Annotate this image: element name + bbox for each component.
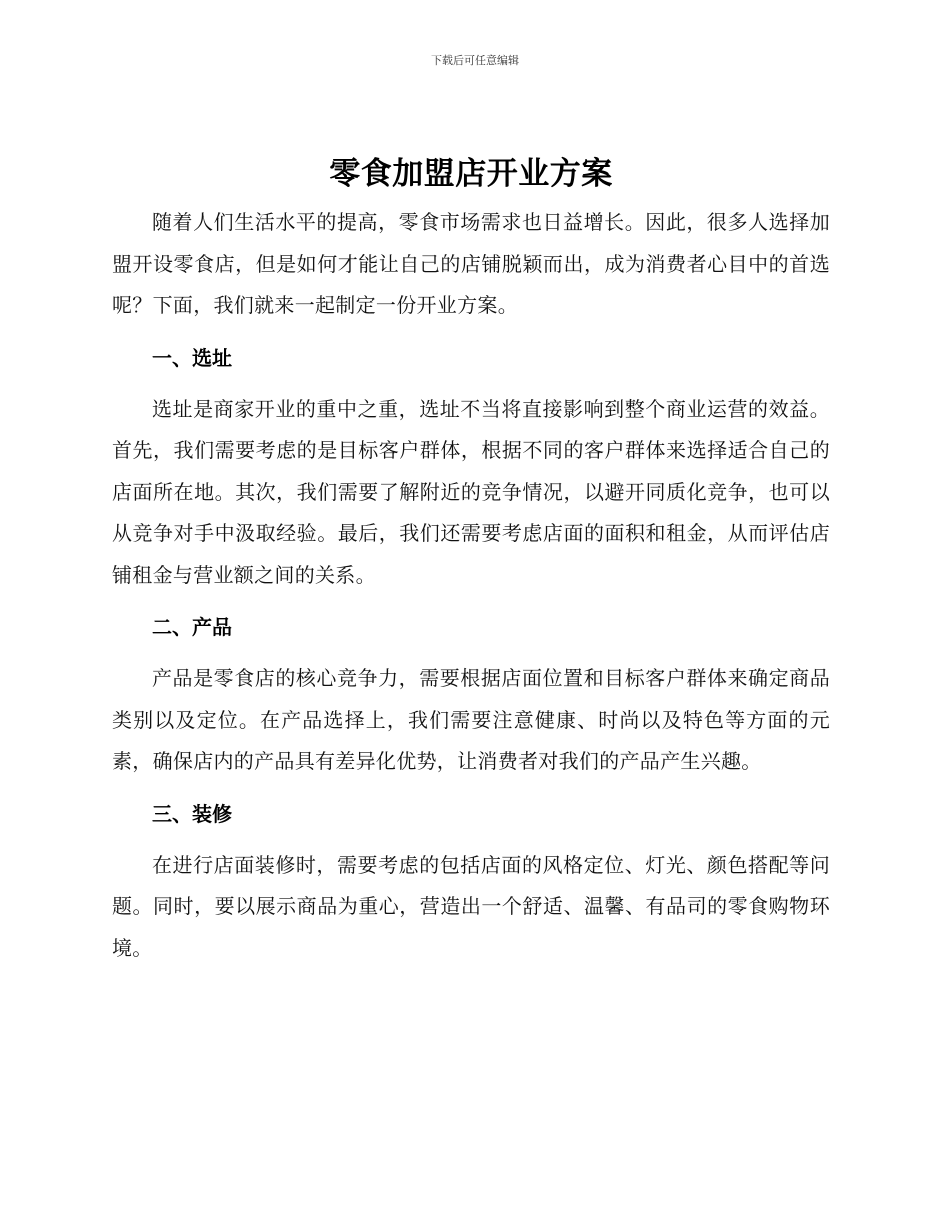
section-heading: 三、装修: [152, 801, 232, 826]
intro-paragraph: 随着人们生活水平的提高，零食市场需求也日益增长。因此，很多人选择加盟开设零食店，但是如何才能让自己的店铺脱颖而出，成为消费者心目中的首选呢？下面，我们就来一起制定一份开业方案。: [112, 210, 830, 317]
section-paragraph: 在进行店面装修时，需要考虑的包括店面的风格定位、灯光、颜色搭配等问题。同时，要以展示商品为重心，营造出一个舒适、温馨、有品司的零食购物环境。: [112, 852, 830, 960]
section-heading: 一、选址: [152, 345, 232, 370]
document-title: 零食加盟店开业方案: [329, 156, 613, 192]
section-decoration: [112, 791, 830, 970]
document-body: [112, 152, 830, 969]
section-paragraph: 选址是商家开业的重中之重，选址不当将直接影响到整个商业运营的效益。首先，我们需要考虑的是目标客户群体，根据不同的客户群体来选择适合自己的店面所在地。其次，我们需要了解附近的竞争情况，以避开同质化竞争，也可以从竞争对手中汲取经验。最后，我们还需要考虑店面的面积和租金，从而评估店铺租金与营业额之间的关系。: [112, 396, 830, 587]
section-paragraph: 产品是零食店的核心竞争力，需要根据店面位置和目标客户群体来确定商品类别以及定位。在产品选择上，我们需要注意健康、时尚以及特色等方面的元素，确保店内的产品具有差异化优势，让消费者对我们的产品产生兴趣。: [112, 666, 830, 773]
section-heading: 二、产品: [152, 615, 232, 639]
section-site-selection: [112, 335, 830, 597]
section-products: [112, 604, 830, 783]
header-note: 下载后可任意编辑: [431, 54, 519, 67]
